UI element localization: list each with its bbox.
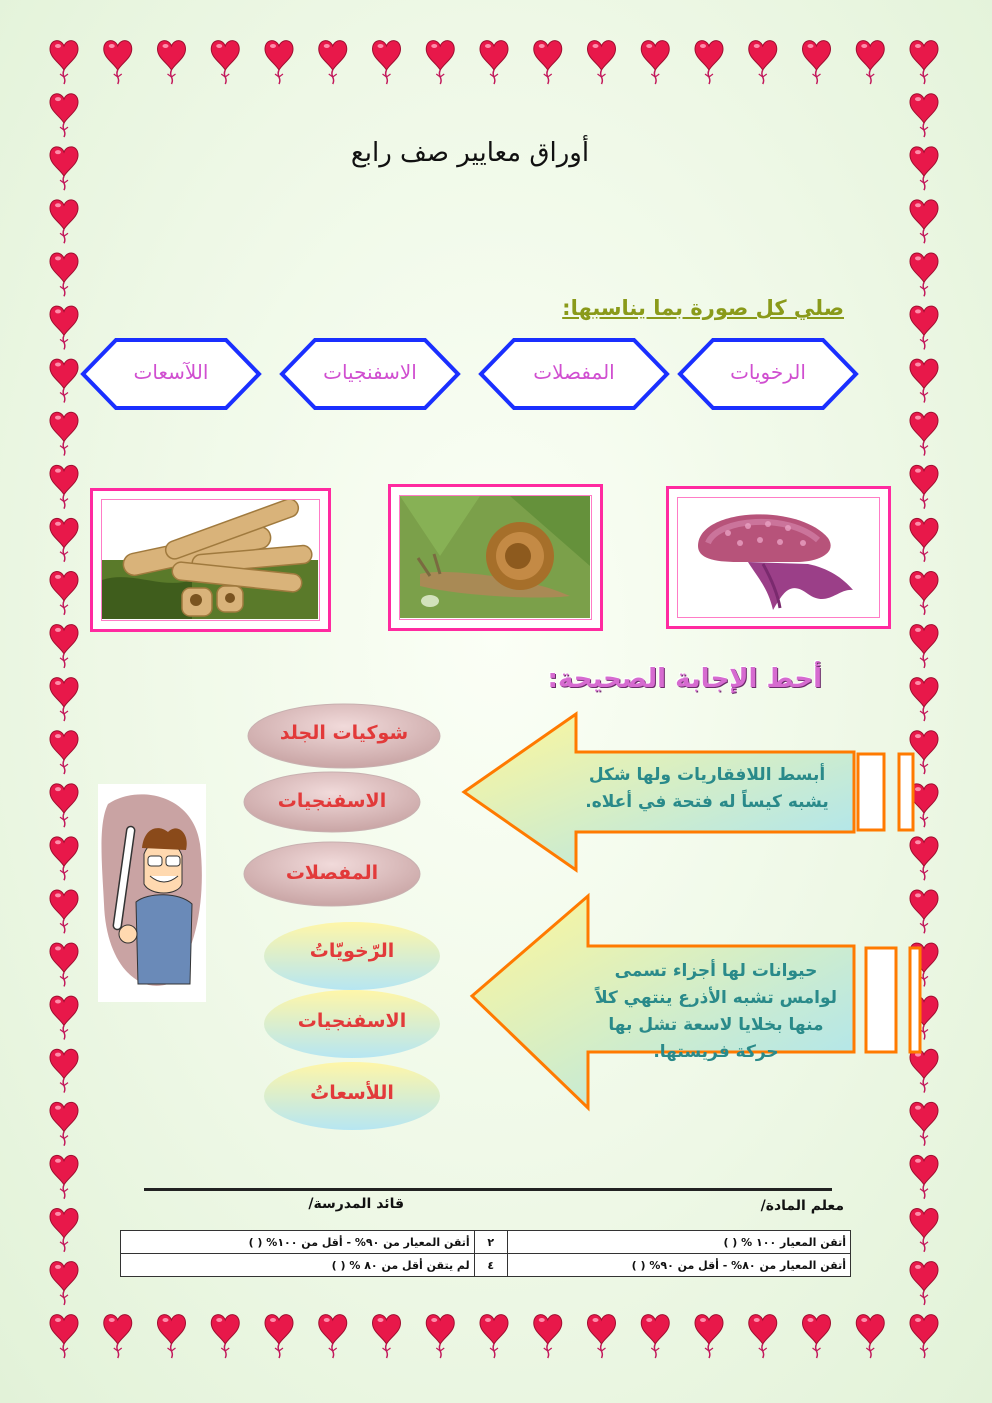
heart-icon [588,41,616,84]
heart-icon [910,678,938,721]
table-row [121,1254,851,1277]
heart-icon [373,41,401,84]
option-sponges-2[interactable]: الاسفنجيات [297,1010,407,1032]
heart-icon [50,41,78,84]
option-ellipses [240,696,450,1136]
grade-cell: أتقن المعيار من ٨٠% - أقل من ٩٠% ( ) [507,1254,850,1277]
heart-icon [50,518,78,561]
answer-box[interactable] [899,754,913,830]
heart-icon [50,200,78,243]
heart-icon [50,1155,78,1198]
heart-icon [910,1155,938,1198]
heart-icon [50,147,78,190]
heart-icon [50,1315,78,1358]
heart-icon [534,1315,562,1358]
jellyfish-photo [677,497,880,618]
heart-icon [265,1315,293,1358]
heart-icon [50,1049,78,1092]
heart-icon [50,465,78,508]
heart-icon [910,518,938,561]
heart-icon [641,1315,669,1358]
heart-icon [749,41,777,84]
heart-icon [50,625,78,668]
heart-icon [910,1315,938,1358]
heart-icon [50,1209,78,1252]
heart-icon [695,1315,723,1358]
heart-icon [104,41,132,84]
signature-line [144,1188,832,1191]
heart-icon [50,1262,78,1305]
heart-icon [910,94,938,137]
heart-icon [910,465,938,508]
teacher-signature-label: معلم المادة/ [760,1198,844,1214]
heart-icon [641,41,669,84]
question-1: أبسط اللافقاريات ولها شكل يشبه كيساً له فتحة في أعلاه. [585,765,829,812]
question-2: حيوانات لها أجزاء تسمى لوامس تشبه الأذرع ينتهي كلاً منها بخلايا لاسعة تشل بها حركة فريستها. [594,961,838,1062]
snail-image [400,496,590,618]
heart-icon [534,41,562,84]
heart-icon [158,41,186,84]
table-row [121,1231,851,1254]
label-sponges[interactable]: الاسفنجيات [323,360,417,384]
heart-icon [803,1315,831,1358]
heart-icon [50,678,78,721]
matching-instruction: صلي كل صورة بما يناسبها: [562,296,844,320]
choose-instruction: أحط الإجابة الصحيحة: [547,664,822,694]
option-cnidarians[interactable]: اللأسعاتُ [310,1082,394,1104]
heart-icon [50,837,78,880]
heart-icon [50,572,78,615]
heart-icon [910,412,938,455]
grading-table [120,1230,851,1277]
heart-icon [158,1315,186,1358]
heart-icon [50,1102,78,1145]
heart-icon [910,1102,938,1145]
heart-icon [910,572,938,615]
heart-icon [50,996,78,1039]
heart-icon [910,1262,938,1305]
grade-cell: أتقن المعيار ١٠٠ % ( ) [507,1231,850,1254]
heart-icon [749,1315,777,1358]
heart-icon [211,1315,239,1358]
option-echinoderms[interactable]: شوكيات الجلد [279,722,409,744]
option-mollusks[interactable]: الرّخويّاتُ [309,940,395,962]
grade-cell: أتقن المعيار من ٩٠% - أقل من ١٠٠% ( ) [121,1231,475,1254]
option-sponges[interactable]: الاسفنجيات [277,790,387,812]
scientist-cartoon [98,784,206,1002]
heart-icon [50,890,78,933]
heart-icon [265,41,293,84]
jellyfish-photo-frame[interactable] [666,486,891,629]
heart-icon [910,306,938,349]
heart-icon [50,412,78,455]
heart-icon [319,1315,347,1358]
heart-icon [695,41,723,84]
sponge-photo-frame[interactable] [90,488,331,632]
heart-icon [426,1315,454,1358]
grade-cell: لم يتقن أقل من ٨٠ % ( ) [121,1254,475,1277]
heart-icon [910,1209,938,1252]
heart-icon [50,784,78,827]
heart-icon [319,41,347,84]
heart-icon [426,41,454,84]
label-mollusks[interactable]: الرخويات [730,360,806,384]
page-title: أوراق معايير صف رابع [350,138,590,168]
snail-photo-frame[interactable] [388,484,603,631]
heart-icon [50,359,78,402]
jellyfish-image [678,498,878,616]
heart-icon [856,41,884,84]
heart-icon [480,1315,508,1358]
sponge-photo [101,499,320,621]
answer-box[interactable] [910,948,920,1052]
heart-icon [910,147,938,190]
label-arthropods[interactable]: المفصلات [533,360,615,384]
heart-icon [373,1315,401,1358]
grade-number: ٢ [474,1231,507,1254]
snail-photo [399,495,592,620]
heart-icon [588,1315,616,1358]
answer-box[interactable] [866,948,896,1052]
heart-icon [104,1315,132,1358]
heart-icon [803,41,831,84]
grade-number: ٤ [474,1254,507,1277]
principal-signature-label: قائد المدرسة/ [308,1196,404,1212]
heart-icon [50,94,78,137]
heart-icon [50,306,78,349]
heart-icon [211,41,239,84]
heart-icon [50,253,78,296]
heart-icon [910,200,938,243]
heart-icon [910,625,938,668]
heart-icon [910,359,938,402]
heart-icon [480,41,508,84]
label-cnidarians[interactable]: اللآسعات [133,360,209,384]
answer-boxes [852,750,922,1060]
heart-icon [856,1315,884,1358]
heart-icon [50,943,78,986]
sponge-image [102,500,318,619]
heart-icon [50,731,78,774]
heart-icon [910,41,938,84]
answer-box[interactable] [858,754,884,830]
option-arthropods[interactable]: المفصلات [285,862,379,884]
heart-icon [910,253,938,296]
